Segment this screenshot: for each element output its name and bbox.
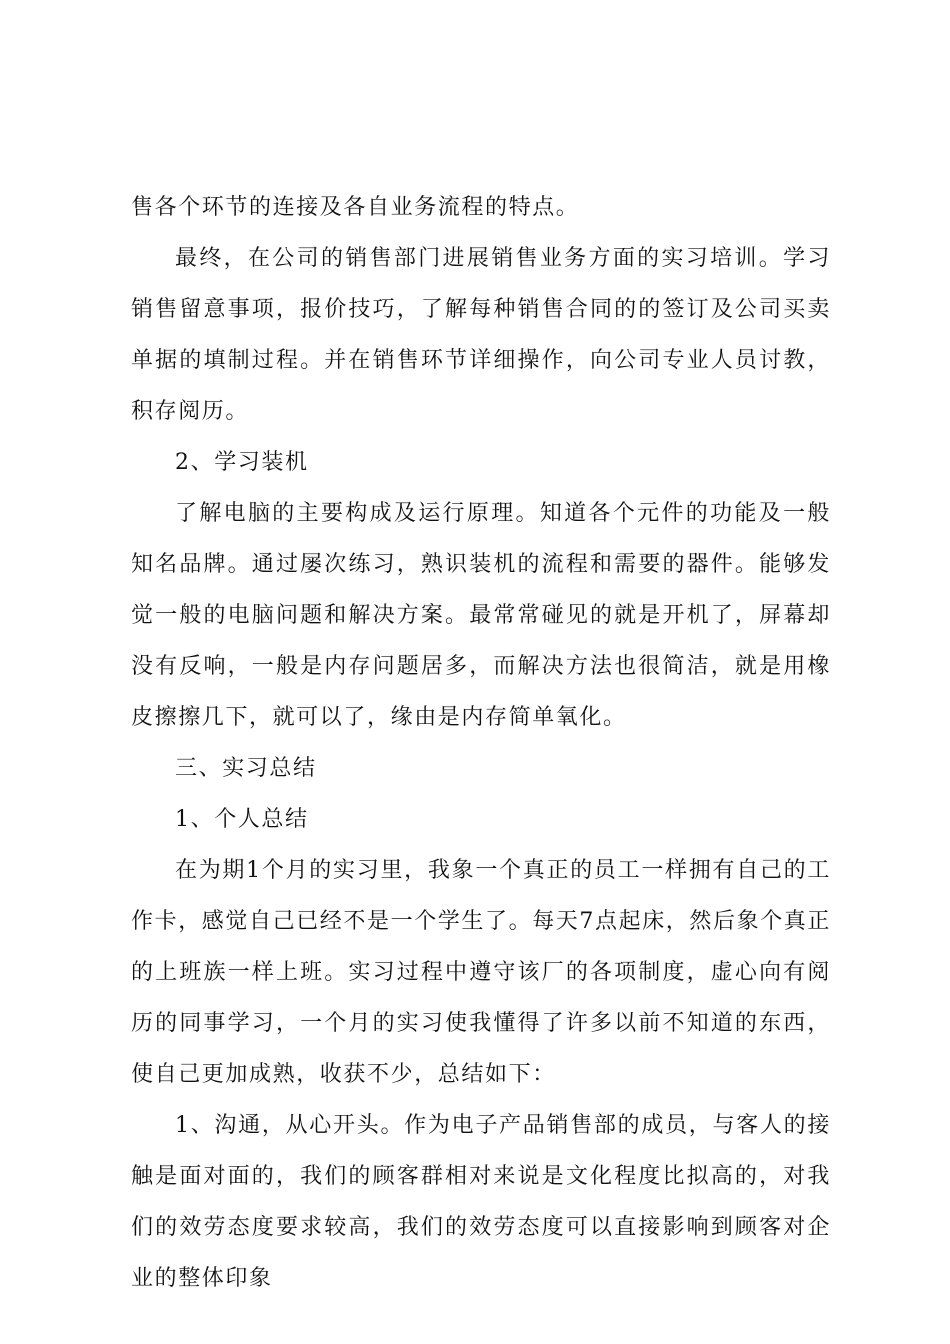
paragraph-2: 最终，在公司的销售部门进展销售业务方面的实习培训。学习销售留意事项，报价技巧，了解每种销售合同的的签订及公司买卖单据的填制过程。并在销售环节详细操作，向公司专业人员讨教，积存阅历。 — [131, 246, 831, 424]
document-body — [131, 182, 831, 1304]
section-heading-personal-summary: 1、个人总结 — [175, 807, 309, 832]
paragraph-4: 在为期1个月的实习里，我象一个真正的员工一样拥有自己的工作卡，感觉自己已经不是一个学生了。每天7点起床，然后象个真正的上班族一样上班。实习过程中遵守该厂的各项制度，虚心向有阅历的同事学习，一个月的实习使我懂得了许多以前不知道的东西，使自己更加成熟，收获不少，总结如下： — [131, 858, 831, 1087]
section-heading-internship-summary: 三、实习总结 — [175, 756, 317, 781]
paragraph-1: 售各个环节的连接及各自业务流程的特点。 — [131, 195, 580, 220]
paragraph-3: 了解电脑的主要构成及运行原理。知道各个元件的功能及一般知名品牌。通过屡次练习，熟识装机的流程和需要的器件。能够发觉一般的电脑问题和解决方案。最常常碰见的就是开机了，屏幕却没有反响，一般是内存问题居多，而解决方法也很简洁，就是用橡皮擦擦几下，就可以了，缘由是内存简单氧化。 — [131, 501, 831, 730]
section-heading-learn-assembly: 2、学习装机 — [175, 450, 309, 475]
paragraph-5: 1、沟通，从心开头。作为电子产品销售部的成员，与客人的接触是面对面的，我们的顾客群相对来说是文化程度比拟高的，对我们的效劳态度要求较高，我们的效劳态度可以直接影响到顾客对企业的整体印象 — [131, 1113, 831, 1291]
